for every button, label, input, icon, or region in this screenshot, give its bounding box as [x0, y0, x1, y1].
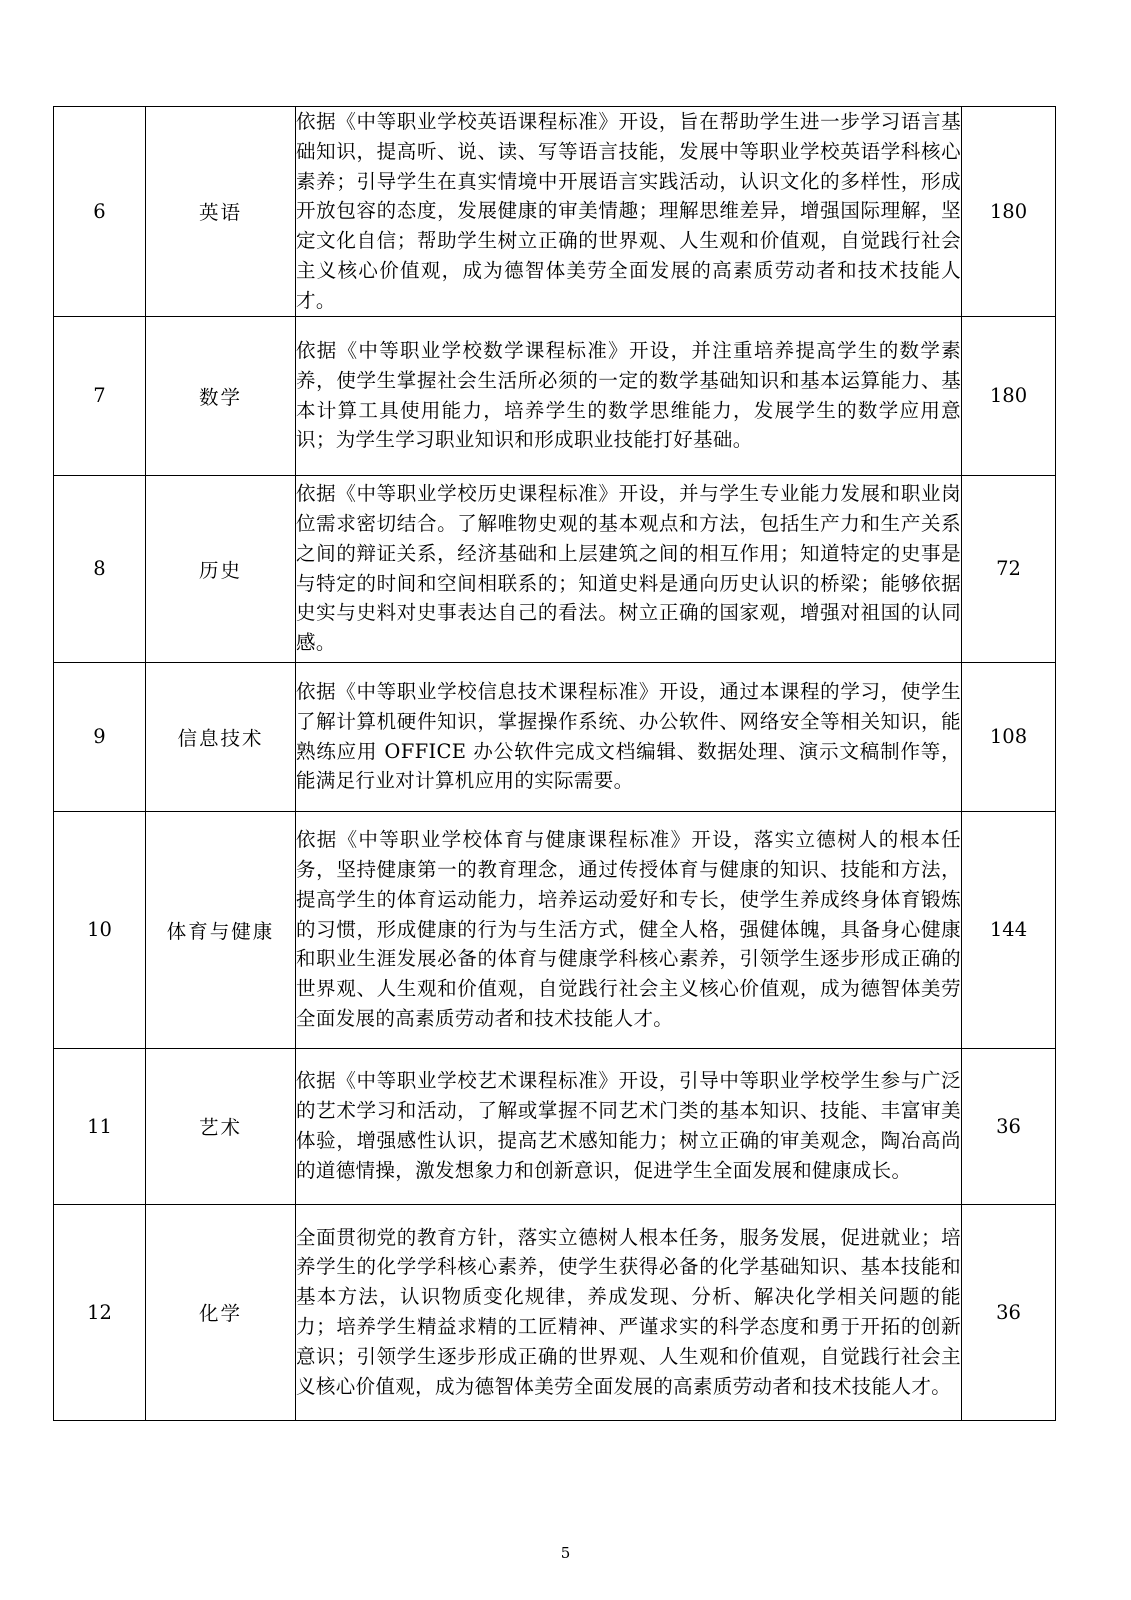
course-hours: 36 [962, 1048, 1056, 1204]
course-description: 依据《中等职业学校数学课程标准》开设，并注重培养提高学生的数学素养，使学生掌握社会生活所必须的一定的数学基础知识和基本运算能力、基本计算工具使用能力，培养学生的数学思维能力，发展学生的数学应用意识；为学生学习职业知识和形成职业技能打好基础。 [296, 316, 962, 475]
course-description: 依据《中等职业学校信息技术课程标准》开设，通过本课程的学习，使学生了解计算机硬件知识，掌握操作系统、办公软件、网络安全等相关知识，能熟练应用 OFFICE 办公软件完成文档编辑、数据处理、演示文稿制作等，能满足行业对计算机应用的实际需要。 [296, 662, 962, 811]
course-name: 体育与健康 [146, 811, 296, 1048]
course-description: 全面贯彻党的教育方针，落实立德树人根本任务，服务发展，促进就业；培养学生的化学学科核心素养，使学生获得必备的化学基础知识、基本技能和基本方法，认识物质变化规律，养成发现、分析、解决化学相关问题的能力；培养学生精益求精的工匠精神、严谨求实的科学态度和勇于开拓的创新意识；引领学生逐步形成正确的世界观、人生观和价值观，自觉践行社会主义核心价值观，成为德智体美劳全面发展的高素质劳动者和技术技能人才。 [296, 1204, 962, 1420]
table-row [54, 1204, 1056, 1420]
table-row [54, 475, 1056, 662]
course-number: 12 [54, 1204, 146, 1420]
course-description: 依据《中等职业学校体育与健康课程标准》开设，落实立德树人的根本任务，坚持健康第一的教育理念，通过传授体育与健康的知识、技能和方法，提高学生的体育运动能力，培养运动爱好和专长，使学生养成终身体育锻炼的习惯，形成健康的行为与生活方式，健全人格，强健体魄，具备身心健康和职业生涯发展必备的体育与健康学科核心素养，引领学生逐步形成正确的世界观、人生观和价值观，自觉践行社会主义核心价值观，成为德智体美劳全面发展的高素质劳动者和技术技能人才。 [296, 811, 962, 1048]
course-hours: 36 [962, 1204, 1056, 1420]
table-row [54, 662, 1056, 811]
course-name: 信息技术 [146, 662, 296, 811]
course-name: 艺术 [146, 1048, 296, 1204]
course-number: 10 [54, 811, 146, 1048]
course-name: 历史 [146, 475, 296, 662]
table-row [54, 811, 1056, 1048]
course-hours: 72 [962, 475, 1056, 662]
course-description: 依据《中等职业学校历史课程标准》开设，并与学生专业能力发展和职业岗位需求密切结合。了解唯物史观的基本观点和方法，包括生产力和生产关系之间的辩证关系，经济基础和上层建筑之间的相互作用；知道特定的史事是与特定的时间和空间相联系的；知道史料是通向历史认识的桥梁；能够依据史实与史料对史事表达自己的看法。树立正确的国家观，增强对祖国的认同感。 [296, 475, 962, 662]
course-description: 依据《中等职业学校艺术课程标准》开设，引导中等职业学校学生参与广泛的艺术学习和活动，了解或掌握不同艺术门类的基本知识、技能、丰富审美体验，增强感性认识，提高艺术感知能力；树立正确的审美观念，陶冶高尚的道德情操，激发想象力和创新意识，促进学生全面发展和健康成长。 [296, 1048, 962, 1204]
course-hours: 180 [962, 107, 1056, 317]
table-row [54, 316, 1056, 475]
course-number: 8 [54, 475, 146, 662]
table-row [54, 107, 1056, 317]
course-name: 化学 [146, 1204, 296, 1420]
course-hours: 108 [962, 662, 1056, 811]
course-description: 依据《中等职业学校英语课程标准》开设，旨在帮助学生进一步学习语言基础知识，提高听、说、读、写等语言技能，发展中等职业学校英语学科核心素养；引导学生在真实情境中开展语言实践活动，认识文化的多样性，形成开放包容的态度，发展健康的审美情趣；理解思维差异，增强国际理解，坚定文化自信；帮助学生树立正确的世界观、人生观和价值观，自觉践行社会主义核心价值观，成为德智体美劳全面发展的高素质劳动者和技术技能人才。 [296, 107, 962, 317]
course-name: 数学 [146, 316, 296, 475]
course-number: 7 [54, 316, 146, 475]
course-number: 11 [54, 1048, 146, 1204]
course-name: 英语 [146, 107, 296, 317]
course-hours: 144 [962, 811, 1056, 1048]
course-number: 6 [54, 107, 146, 317]
course-hours: 180 [962, 316, 1056, 475]
course-number: 9 [54, 662, 146, 811]
course-table [53, 106, 1056, 1421]
table-row [54, 1048, 1056, 1204]
page-number: 5 [560, 1544, 571, 1562]
